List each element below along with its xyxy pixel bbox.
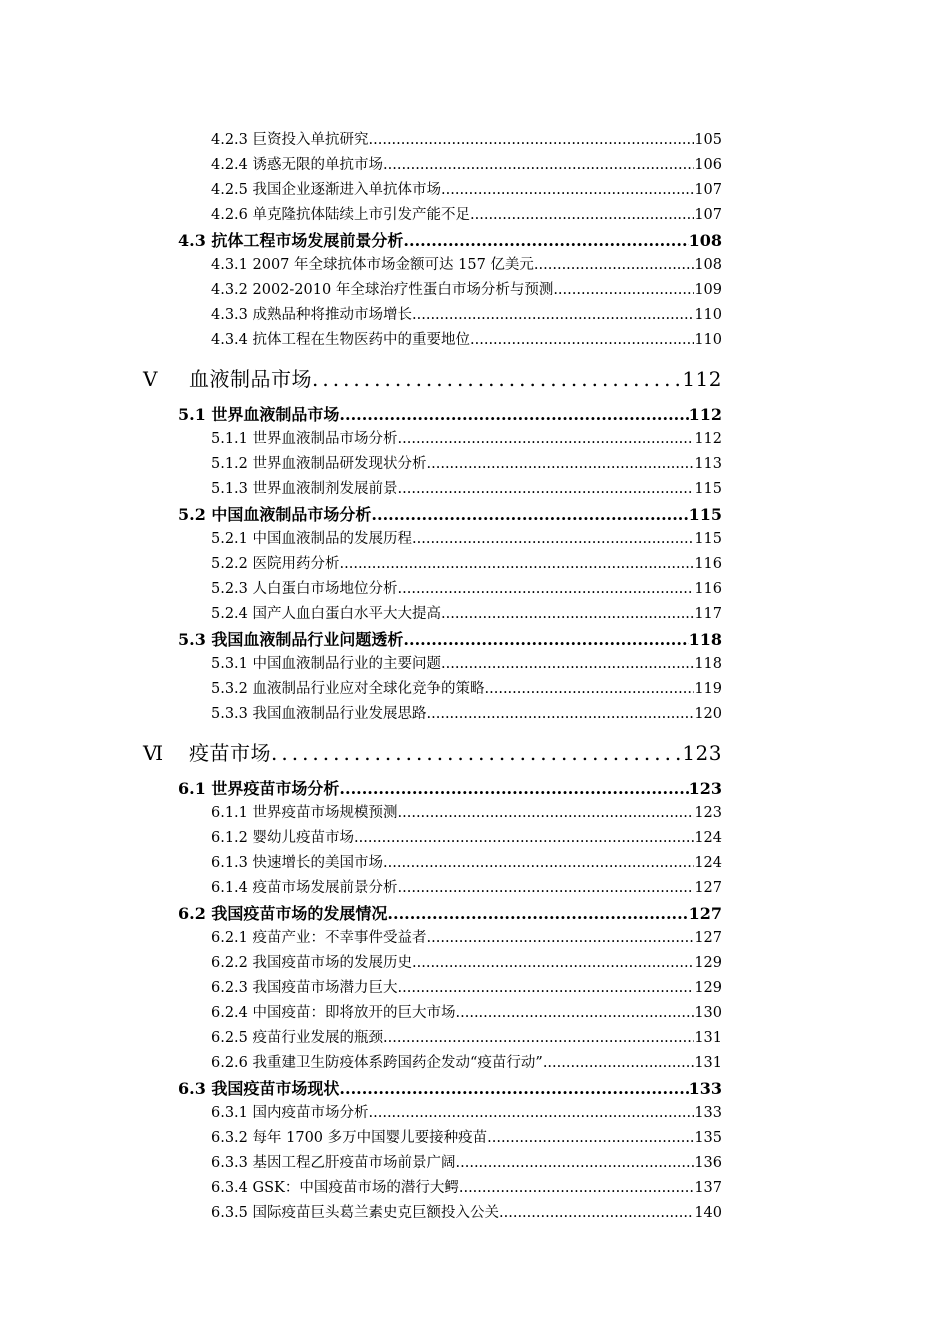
toc-subsection-entry[interactable] (211, 278, 722, 299)
chapter-number: Ⅵ (143, 741, 164, 765)
toc-subsection-entry[interactable] (211, 677, 722, 698)
toc-subsection-entry[interactable] (211, 826, 722, 847)
toc-subsection-entry[interactable] (211, 328, 722, 349)
toc-subsection-entry[interactable] (211, 1126, 722, 1147)
toc-page-number: 137 (694, 1180, 722, 1196)
dot-leader (470, 207, 694, 223)
toc-page-number: 115 (694, 531, 722, 547)
dot-leader (398, 805, 695, 821)
dot-leader (543, 1055, 694, 1071)
toc-page-number: 117 (694, 606, 722, 622)
toc-entry-title: 6.3.2 每年 1700 多万中国婴儿要接种疫苗 (211, 1130, 488, 1146)
toc-entry-title: 6.3.5 国际疫苗巨头葛兰素史克巨额投入公关 (211, 1205, 500, 1221)
toc-subsection-entry[interactable] (211, 128, 722, 149)
toc-entry-title: 5.1.2 世界血液制品研发现状分析 (211, 456, 427, 472)
toc-page-number: 105 (694, 132, 722, 148)
toc-entry-title: 4.2.3 巨资投入单抗研究 (211, 132, 369, 148)
toc-page-number: 130 (694, 1005, 722, 1021)
toc-page-number: 118 (694, 656, 722, 672)
toc-entry-title: 6.2.6 我重建卫生防疫体系跨国药企发动“疫苗行动” (211, 1055, 543, 1071)
toc-section-entry[interactable] (178, 502, 722, 525)
dot-leader (354, 830, 694, 846)
toc-subsection-entry[interactable] (211, 702, 722, 723)
toc-entry-title: 5.3.3 我国血液制品行业发展思路 (211, 706, 427, 722)
dot-leader (398, 880, 695, 896)
dot-leader (369, 1105, 695, 1121)
toc-entry-title: 6.1 世界疫苗市场分析 (178, 779, 340, 798)
toc-entry-title: 6.1.2 婴幼儿疫苗市场 (211, 830, 355, 846)
toc-subsection-entry[interactable] (211, 552, 722, 573)
toc-page-number: 124 (694, 855, 722, 871)
dot-leader (398, 431, 695, 447)
toc-entry-title: 6.3 我国疫苗市场现状 (178, 1079, 340, 1098)
toc-section-entry[interactable] (178, 402, 722, 425)
dot-leader (427, 706, 695, 722)
toc-entry-title: 6.1.3 快速增长的美国市场 (211, 855, 384, 871)
dot-leader (398, 481, 695, 497)
dot-leader (459, 1180, 694, 1196)
toc-subsection-entry[interactable] (211, 203, 722, 224)
dot-leader (456, 1005, 695, 1021)
toc-subsection-entry[interactable] (211, 303, 722, 324)
toc-page-number: 127 (688, 904, 722, 923)
toc-subsection-entry[interactable] (211, 477, 722, 498)
dot-leader (485, 681, 695, 697)
toc-page-number: 113 (694, 456, 722, 472)
dot-leader (412, 307, 694, 323)
toc-page-number: 108 (688, 231, 722, 250)
dot-leader (312, 367, 682, 391)
toc-page-number: 119 (694, 681, 722, 697)
toc-subsection-entry[interactable] (211, 427, 722, 448)
toc-section-entry[interactable] (178, 776, 722, 799)
toc-subsection-entry[interactable] (211, 951, 722, 972)
dot-leader (339, 1079, 688, 1098)
toc-entry-title: 4.2.6 单克隆抗体陆续上市引发产能不足 (211, 207, 471, 223)
dot-leader (534, 257, 694, 273)
dot-leader (427, 456, 695, 472)
dot-leader (340, 556, 695, 572)
toc-entry-title: 5.3.1 中国血液制品行业的主要问题 (211, 656, 442, 672)
toc-entry-title: 5.3.2 血液制品行业应对全球化竞争的策略 (211, 681, 485, 697)
toc-page-number: 112 (694, 431, 722, 447)
toc-entry-title: 6.3.4 GSK：中国疫苗市场的潜行大鳄 (211, 1180, 459, 1196)
toc-page-number: 115 (688, 505, 722, 524)
toc-page-number: 135 (694, 1130, 722, 1146)
toc-entry-title: 6.2.2 我国疫苗市场的发展历史 (211, 955, 413, 971)
toc-page-number: 107 (694, 207, 722, 223)
toc-entry-title: 5.2.4 国产人血白蛋白水平大大提高 (211, 606, 442, 622)
dot-leader (339, 779, 688, 798)
toc-page-number: 106 (694, 157, 722, 173)
toc-subsection-entry[interactable] (211, 1051, 722, 1072)
toc-entry-title: 5.2.2 医院用药分析 (211, 556, 340, 572)
toc-entry-title: 5.1 世界血液制品市场 (178, 405, 340, 424)
toc-subsection-entry[interactable] (211, 577, 722, 598)
toc-entry-title: 6.2 我国疫苗市场的发展情况 (178, 904, 388, 923)
dot-leader (470, 332, 694, 348)
toc-subsection-entry[interactable] (211, 1201, 722, 1222)
toc-entry-title: 6.1.1 世界疫苗市场规模预测 (211, 805, 398, 821)
toc-page-number: 112 (688, 405, 722, 424)
dot-leader (403, 231, 688, 250)
toc-subsection-entry[interactable] (211, 926, 722, 947)
toc-page-number: 120 (694, 706, 722, 722)
toc-entry-title: 4.3.1 2007 年全球抗体市场金额可达 157 亿美元 (211, 257, 534, 273)
toc-page-number: 116 (694, 556, 722, 572)
dot-leader (553, 282, 694, 298)
toc-page-number: 129 (694, 955, 722, 971)
toc-page-number: 118 (688, 630, 722, 649)
dot-leader (387, 904, 688, 923)
toc-subsection-entry[interactable] (211, 1176, 722, 1197)
dot-leader (369, 132, 695, 148)
toc-entry-title: 4.2.5 我国企业逐渐进入单抗体市场 (211, 182, 442, 198)
toc-subsection-entry[interactable] (211, 452, 722, 473)
dot-leader (441, 656, 694, 672)
toc-entry-title: 6.3.1 国内疫苗市场分析 (211, 1105, 369, 1121)
toc-page-number: 110 (694, 332, 722, 348)
toc-page-number: 108 (694, 257, 722, 273)
toc-section-entry[interactable] (178, 228, 722, 251)
toc-subsection-entry[interactable] (211, 1151, 722, 1172)
dot-leader (427, 930, 695, 946)
toc-entry-title: 5.1.3 世界血液制剂发展前景 (211, 481, 398, 497)
toc-entry-title: 6.2.5 疫苗行业发展的瓶颈 (211, 1030, 384, 1046)
toc-subsection-entry[interactable] (211, 1026, 722, 1047)
toc-page-number: 129 (694, 980, 722, 996)
toc-entry-title: 5.1.1 世界血液制品市场分析 (211, 431, 398, 447)
chapter-title: 血液制品市场 (189, 367, 312, 391)
dot-leader (398, 581, 695, 597)
toc-entry-title: 5.2.1 中国血液制品的发展历程 (211, 531, 413, 547)
toc-section-entry[interactable] (178, 901, 722, 924)
toc-subsection-entry[interactable] (211, 602, 722, 623)
chapter-number: Ⅴ (143, 367, 158, 391)
dot-leader (487, 1130, 694, 1146)
toc-section-entry[interactable] (178, 627, 722, 650)
toc-entry-title: 6.2.4 中国疫苗：即将放开的巨大市场 (211, 1005, 456, 1021)
toc-entry-title (143, 363, 312, 392)
dot-leader (412, 531, 694, 547)
toc-entry-title: 4.2.4 诱惑无限的单抗市场 (211, 157, 384, 173)
dot-leader (398, 980, 695, 996)
toc-page-number: 115 (694, 481, 722, 497)
toc-page-number: 123 (694, 805, 722, 821)
dot-leader (456, 1155, 695, 1171)
toc-entry-title: 6.3.3 基因工程乙肝疫苗市场前景广阔 (211, 1155, 456, 1171)
toc-entry-title: 6.2.1 疫苗产业：不幸事件受益者 (211, 930, 427, 946)
toc-entry-title: 5.2 中国血液制品市场分析 (178, 505, 372, 524)
toc-page-number: 112 (682, 367, 722, 391)
dot-leader (271, 741, 682, 765)
toc-entry-title: 5.3 我国血液制品行业问题透析 (178, 630, 404, 649)
toc-page-number: 116 (694, 581, 722, 597)
toc-entry-title: 4.3 抗体工程市场发展前景分析 (178, 231, 404, 250)
dot-leader (383, 855, 694, 871)
toc-subsection-entry[interactable] (211, 527, 722, 548)
toc-subsection-entry[interactable] (211, 851, 722, 872)
toc-page-number: 131 (694, 1055, 722, 1071)
toc-page-number: 124 (694, 830, 722, 846)
toc-page-number: 133 (688, 1079, 722, 1098)
dot-leader (383, 1030, 694, 1046)
toc-subsection-entry[interactable] (211, 876, 722, 897)
dot-leader (339, 405, 688, 424)
dot-leader (383, 157, 694, 173)
toc-page-number: 140 (694, 1205, 722, 1221)
toc-page-number: 127 (694, 930, 722, 946)
toc-section-entry[interactable] (178, 1076, 722, 1099)
toc-chapter-entry[interactable] (143, 737, 722, 766)
toc-chapter-entry[interactable] (143, 363, 722, 392)
toc-page-number: 109 (694, 282, 722, 298)
toc-subsection-entry[interactable] (211, 976, 722, 997)
chapter-title: 疫苗市场 (189, 741, 271, 765)
toc-entry-title: 5.2.3 人白蛋白市场地位分析 (211, 581, 398, 597)
toc-subsection-entry[interactable] (211, 1101, 722, 1122)
toc-entry-title: 6.2.3 我国疫苗市场潜力巨大 (211, 980, 398, 996)
toc-subsection-entry[interactable] (211, 153, 722, 174)
toc-page-number: 127 (694, 880, 722, 896)
toc-entry-title: 4.3.3 成熟品种将推动市场增长 (211, 307, 413, 323)
toc-subsection-entry[interactable] (211, 1001, 722, 1022)
toc-entry-title: 6.1.4 疫苗市场发展前景分析 (211, 880, 398, 896)
toc-subsection-entry[interactable] (211, 178, 722, 199)
toc-subsection-entry[interactable] (211, 652, 722, 673)
dot-leader (371, 505, 688, 524)
dot-leader (441, 182, 694, 198)
dot-leader (499, 1205, 694, 1221)
dot-leader (412, 955, 694, 971)
dot-leader (441, 606, 694, 622)
dot-leader (403, 630, 688, 649)
toc-page-number: 136 (694, 1155, 722, 1171)
toc-page-number: 107 (694, 182, 722, 198)
toc-page-number: 123 (688, 779, 722, 798)
toc-entry-title: 4.3.2 2002-2010 年全球治疗性蛋白市场分析与预测 (211, 282, 554, 298)
toc-subsection-entry[interactable] (211, 253, 722, 274)
toc-entry-title (143, 737, 271, 766)
toc-entry-title: 4.3.4 抗体工程在生物医药中的重要地位 (211, 332, 471, 348)
toc-page-number: 110 (694, 307, 722, 323)
toc-subsection-entry[interactable] (211, 801, 722, 822)
toc-page-number: 133 (694, 1105, 722, 1121)
toc-page-number: 123 (682, 741, 722, 765)
toc-page-number: 131 (694, 1030, 722, 1046)
